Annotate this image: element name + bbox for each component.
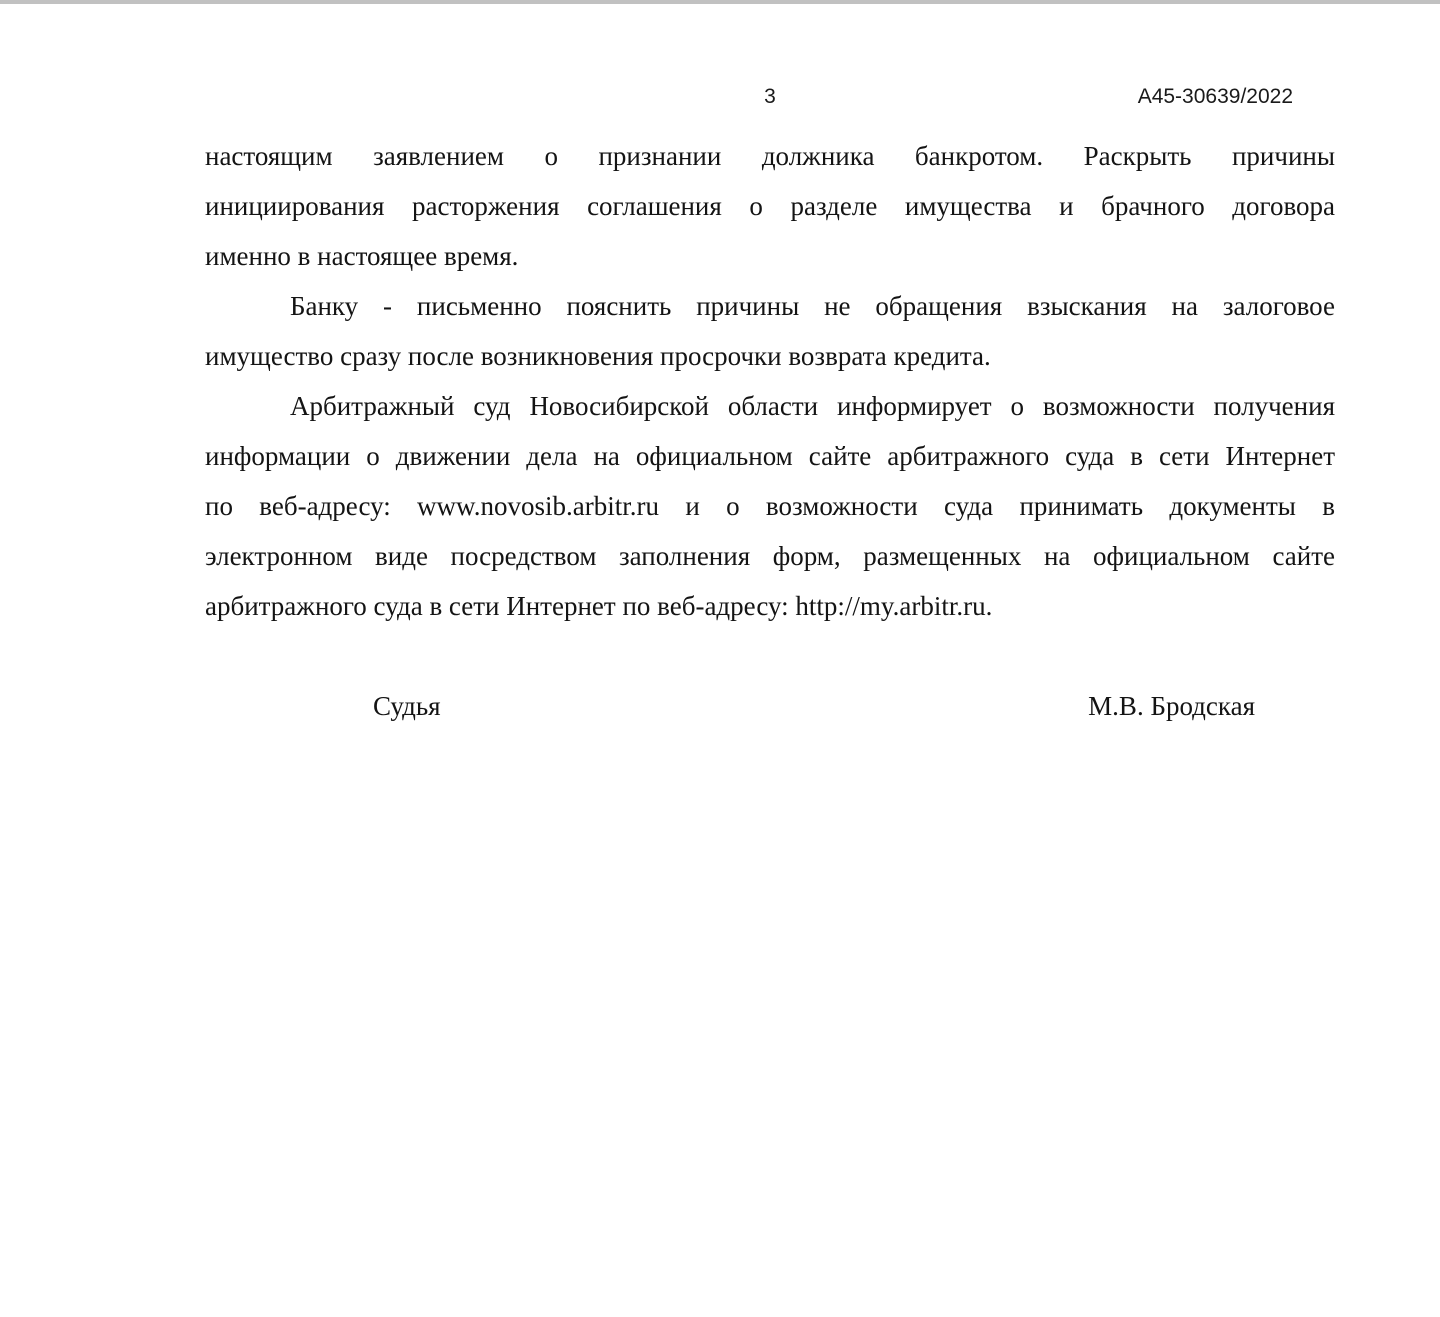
paragraph-line: арбитражного суда в сети Интернет по веб-адресу: http://my.arbitr.ru.	[205, 591, 993, 621]
paragraph-line: информации о движении дела на официальном сайте арбитражного суда в сети Интернет	[205, 441, 1335, 471]
signature-name: М.В. Бродская	[1088, 691, 1255, 721]
document-body	[205, 131, 1335, 731]
document-content	[205, 0, 1335, 721]
paragraph-line: Банку - письменно пояснить причины не обращения взыскания на залоговое	[290, 291, 1335, 321]
paragraph-line: инициирования расторжения соглашения о разделе имущества и брачного договора	[205, 191, 1335, 221]
paragraph-line: электронном виде посредством заполнения форм, размещенных на официальном сайте	[205, 541, 1335, 571]
page-number: 3	[764, 85, 776, 108]
paragraph-line: Арбитражный суд Новосибирской области информирует о возможности получения	[290, 391, 1335, 421]
page-header	[205, 84, 1335, 110]
signature-row	[205, 681, 1335, 731]
case-number: А45-30639/2022	[1137, 85, 1293, 108]
paragraph-line: имущество сразу после возникновения просрочки возврата кредита.	[205, 341, 991, 371]
paragraph-line: именно в настоящее время.	[205, 241, 519, 271]
signature-role: Судья	[373, 691, 441, 721]
paragraph-line: настоящим заявлением о признании должника банкротом. Раскрыть причины	[205, 141, 1335, 171]
paragraph-line: по веб-адресу: www.novosib.arbitr.ru и о возможности суда принимать документы в	[205, 491, 1335, 521]
